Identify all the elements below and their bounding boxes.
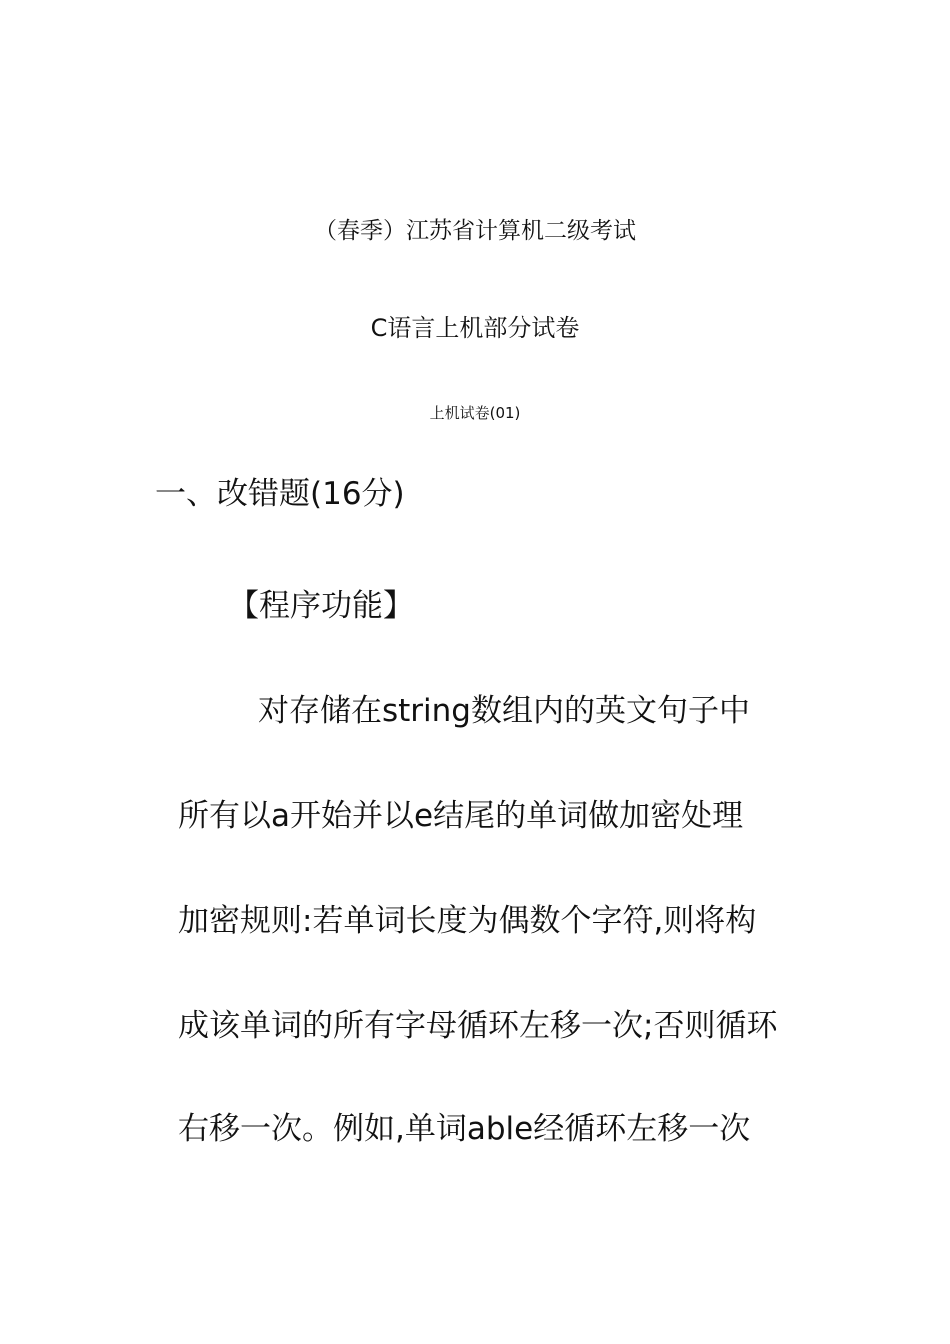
paper-number: 上机试卷(01) (429, 404, 521, 422)
section-heading: 一、改错题(16分) (155, 476, 405, 512)
body-line-4: 成该单词的所有字母循环左移一次;否则循环 (178, 1008, 778, 1044)
body-line-3: 加密规则:若单词长度为偶数个字符,则将构 (178, 903, 757, 939)
exam-title: （春季）江苏省计算机二级考试 (314, 218, 636, 244)
subsection-heading: 【程序功能】 (228, 588, 414, 624)
body-line-2: 所有以a开始并以e结尾的单词做加密处理 (178, 798, 744, 834)
exam-subtitle: C语言上机部分试卷 (370, 314, 580, 342)
body-line-1: 对存储在string数组内的英文句子中 (258, 693, 750, 729)
body-line-5: 右移一次。例如,单词able经循环左移一次 (178, 1111, 751, 1147)
